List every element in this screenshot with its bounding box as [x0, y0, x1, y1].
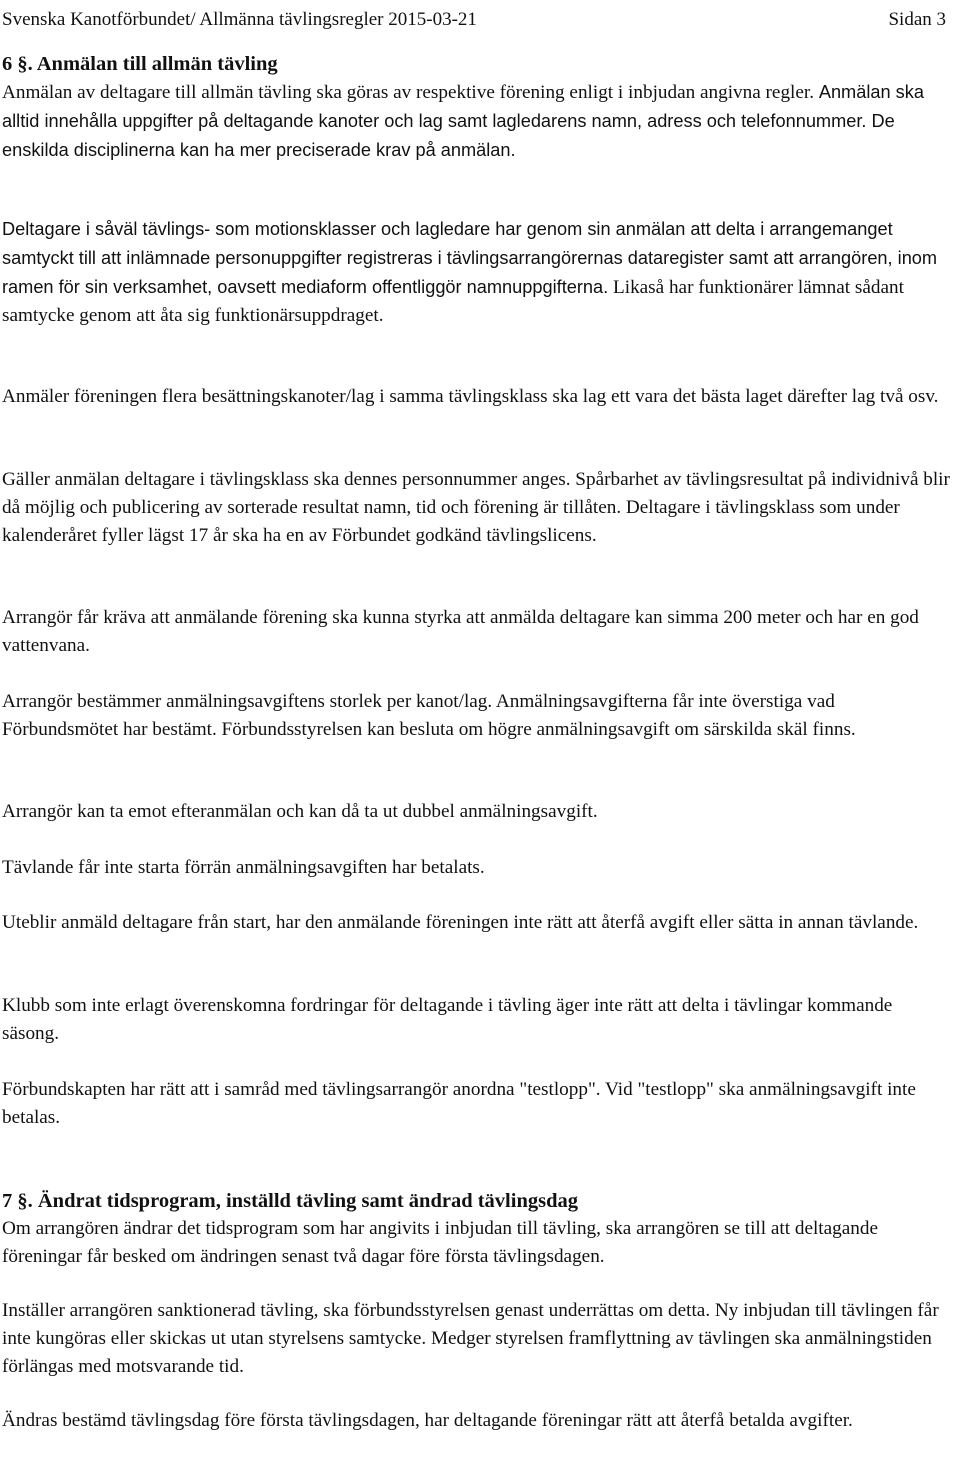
section-6-intro: [2, 78, 954, 165]
section-6-paragraph-4: [2, 466, 954, 550]
section-6-paragraph-5: [2, 604, 954, 660]
section-6-paragraph-10: [2, 992, 954, 1048]
paragraph-text: Arrangör kan ta emot efteranmälan och kan då ta ut dubbel anmälningsavgift.: [2, 801, 598, 822]
page-header: [2, 5, 946, 35]
consent-serif-text: Likaså har funktionärer lämnat sådant samtycke genom att åta sig funktionärsuppdraget.: [2, 277, 904, 326]
consent-sans-text: Deltagare i såväl tävlings- som motionsklasser och lagledare har genom sin anmälan att delta i arrangemanget samtyckt till att inlämnade personuppgifter registreras i tävlingsarrangörernas dataregister samt att arrangören, inom ramen för sin verksamhet, oavsett mediaform offentliggör namnuppgifterna.: [2, 219, 938, 297]
paragraph-text: Arrangör får kräva att anmälande förening ska kunna styrka att anmälda deltagare kan simma 200 meter och har en god vattenvana.: [2, 607, 919, 656]
paragraph-text: Om arrangören ändrar det tidsprogram som har angivits i inbjudan till tävling, ska arrangören se till att deltagande föreningar får besked om ändringen senast två dagar före första tävlingsdagen.: [2, 1218, 878, 1267]
section-6: [2, 50, 954, 165]
page-number: Sidan 3: [888, 9, 946, 30]
paragraph-text: Uteblir anmäld deltagare från start, har den anmälande föreningen inte rätt att återfå avgift eller sätta in annan tävlande.: [2, 912, 919, 933]
paragraph-text: Ändras bestämd tävlingsdag före första tävlingsdagen, har deltagande föreningar rätt att återfå betalda avgifter.: [2, 1410, 853, 1431]
section-6-paragraph-9: [2, 909, 954, 937]
section-7-heading: 7 §. Ändrat tidsprogram, inställd tävling samt ändrad tävlingsdag: [2, 1190, 578, 1212]
paragraph-text: Inställer arrangören sanktionerad tävling, ska förbundsstyrelsen genast underrättas om detta. Ny inbjudan till tävlingen får inte kungöras eller skickas ut utan styrelsens samtycke. Medger styrelsen framflyttning av tävlingen ska anmälningstiden förlängas med motsvarande tid.: [2, 1300, 939, 1377]
section-6-paragraph-3: [2, 383, 954, 411]
paragraph-text: Anmäler föreningen flera besättningskanoter/lag i samma tävlingsklass ska lag ett vara det bästa laget därefter lag två osv.: [2, 386, 939, 407]
section-7-paragraph-3: [2, 1407, 954, 1435]
section-6-heading: 6 §. Anmälan till allmän tävling: [2, 53, 278, 75]
consent-paragraph: [2, 215, 954, 330]
paragraph-text: Förbundskapten har rätt att i samråd med tävlingsarrangör anordna "testlopp". Vid "testlopp" ska anmälningsavgift inte betalas.: [2, 1079, 916, 1128]
section-7: [2, 1187, 954, 1271]
paragraph-text: Gäller anmälan deltagare i tävlingsklass ska dennes personnummer anges. Spårbarhet av tävlingsresultat på individnivå blir då möjlig och publicering av sorterade resultat namn, tid och förening är tillåten. Deltagare i tävlingsklass som under kalenderåret fyller lägst 17 år ska ha en av Förbundet godkänd tävlingslicens.: [2, 469, 950, 546]
section-6-paragraph-6: [2, 688, 954, 744]
paragraph-text: Klubb som inte erlagt överenskomna fordringar för deltagande i tävling äger inte rätt att delta i tävlingar kommande säsong.: [2, 995, 893, 1044]
section-6-paragraph-8: [2, 854, 954, 882]
intro-sans-text: Anmälan ska alltid innehålla uppgifter på deltagande kanoter och lag samt lagledarens namn, adress och telefonnummer. De enskilda disciplinerna kan ha mer preciserade krav på anmälan.: [2, 82, 924, 160]
section-7-paragraph-2: [2, 1297, 954, 1381]
section-6-paragraph-2: [2, 215, 954, 330]
section-6-paragraph-11: [2, 1076, 954, 1132]
intro-serif-text: Anmälan av deltagare till allmän tävling ska göras av respektive förening enligt i inbjudan angivna regler.: [2, 82, 819, 103]
section-6-paragraph-7: [2, 798, 954, 826]
document-title: Svenska Kanotförbundet/ Allmänna tävlingsregler 2015-03-21: [2, 9, 477, 30]
paragraph-text: Tävlande får inte starta förrän anmälningsavgiften har betalats.: [2, 857, 485, 878]
paragraph-text: Arrangör bestämmer anmälningsavgiftens storlek per kanot/lag. Anmälningsavgifterna får inte överstiga vad Förbundsmötet har bestämt. Förbundsstyrelsen kan besluta om högre anmälningsavgift om särskilda skäl finns.: [2, 691, 856, 740]
